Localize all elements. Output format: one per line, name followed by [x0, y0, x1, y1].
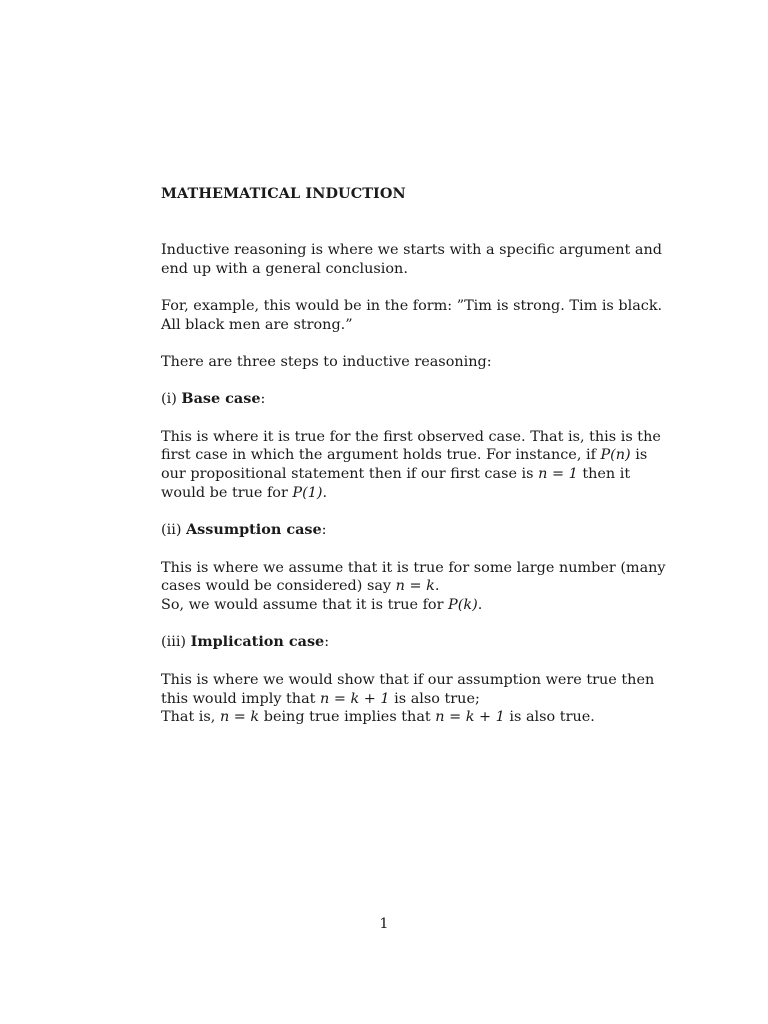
- math-n-equals-k-plus-1-second: n = k + 1: [435, 709, 505, 726]
- math-n-equals-k: n = k: [395, 578, 435, 595]
- step-1-name: Base case: [181, 390, 261, 408]
- step-2-heading: [161, 521, 676, 540]
- step-1-text-2: is our propositional statement then if our first case is: [161, 447, 648, 483]
- math-P-of-1: P(1): [292, 484, 323, 501]
- step-2-colon: :: [321, 522, 327, 539]
- example-paragraph: For, example, this would be in the form: ”Tim is strong. Tim is black. All black men are strong.”: [161, 297, 663, 333]
- page-number: 1: [379, 916, 389, 932]
- math-P-of-n: P(n): [600, 447, 631, 464]
- step-3-line-2-text-1: That is,: [161, 709, 220, 726]
- step-1-text-4: .: [322, 484, 328, 501]
- math-n-equals-1: n = 1: [538, 466, 578, 483]
- step-1-text-1: This is where it is true for the first observed case. That is, this is the first case in which the argument holds true. For instance, if: [161, 428, 661, 464]
- step-3-text-2: is also true;: [389, 690, 480, 707]
- step-2-prefix: (ii): [161, 522, 187, 539]
- step-1-colon: :: [260, 391, 266, 408]
- math-n-equals-k-plus-1: n = k + 1: [320, 690, 390, 707]
- document-title: MATHEMATICAL INDUCTION: [161, 185, 406, 202]
- step-3-description: [161, 671, 676, 727]
- step-2-text-2: .: [434, 578, 440, 595]
- step-1-description: [161, 428, 676, 503]
- step-2-line-2-text-2: .: [477, 597, 483, 614]
- step-2-line-2-text-1: So, we would assume that it is true for: [161, 597, 449, 614]
- step-1-heading: [161, 390, 676, 409]
- math-n-equals-k-second: n = k: [219, 709, 260, 726]
- step-3-line-2-text-2: being true implies that: [259, 709, 436, 726]
- step-2-text-1: This is where we assume that it is true for some large number (many cases would be considered) say: [161, 559, 666, 595]
- math-P-of-k: P(k): [448, 597, 478, 614]
- step-3-line-2-text-3: is also true.: [504, 709, 595, 726]
- steps-intro-paragraph: There are three steps to inductive reasoning:: [161, 353, 492, 370]
- step-3-colon: :: [324, 634, 330, 651]
- step-3-name: Implication case: [190, 633, 325, 651]
- step-1-prefix: (i): [161, 391, 182, 408]
- step-3-prefix: (iii): [161, 634, 191, 651]
- step-3-heading: [161, 633, 676, 652]
- step-2-description: [161, 559, 676, 615]
- step-3-text-1: This is where we would show that if our assumption were true then this would imply that: [161, 671, 655, 707]
- intro-paragraph: Inductive reasoning is where we starts with a specific argument and end up with a general conclusion.: [161, 241, 662, 277]
- document-body: [161, 185, 676, 746]
- step-1-text-3: then it would be true for: [161, 466, 631, 501]
- step-2-name: Assumption case: [186, 521, 322, 539]
